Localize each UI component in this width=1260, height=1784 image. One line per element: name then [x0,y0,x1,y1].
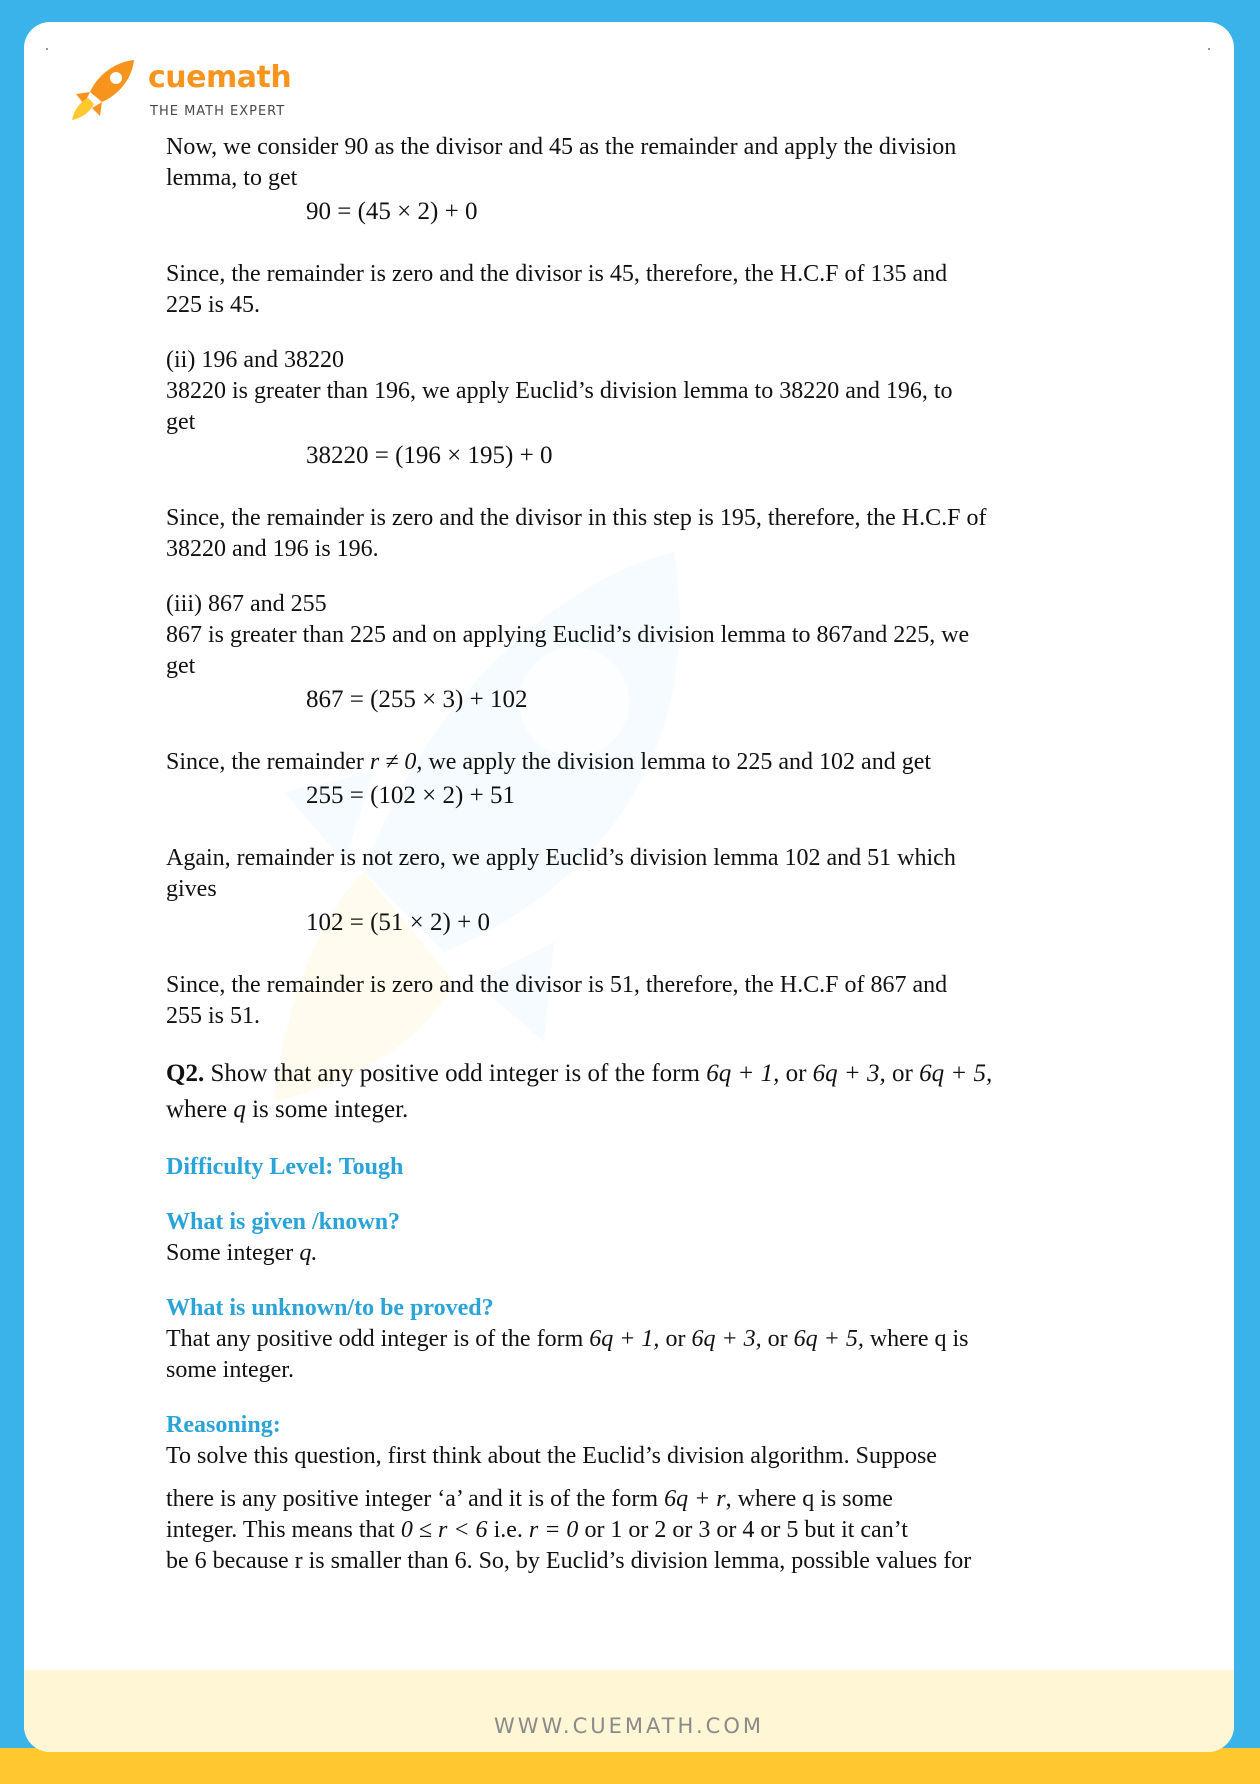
paragraph: get [166,653,196,679]
paragraph: Since, the remainder is zero and the divisor is 51, therefore, the H.C.F of 867 and [166,972,948,998]
paragraph: To solve this question, first think about the Euclid’s division algorithm. Suppose [166,1443,937,1469]
paragraph: Since, the remainder r ≠ 0, we apply the division lemma to 225 and 102 and get [166,749,932,775]
top-border-band [0,0,1260,24]
paragraph: Now, we consider 90 as the divisor and 45 as the remainder and apply the division [166,134,957,160]
paragraph: 867 is greater than 225 and on applying Euclid’s division lemma to 867and 225, we [166,622,970,648]
equation: 102 = (51 × 2) + 0 [306,909,490,936]
paragraph: 38220 is greater than 196, we apply Euclid’s division lemma to 38220 and 196, to [166,378,953,404]
reasoning-heading: Reasoning: [166,1412,281,1438]
paragraph: there is any positive integer ‘a’ and it is of the form 6q + r, where q is some [166,1486,893,1512]
paragraph: That any positive odd integer is of the form 6q + 1, or 6q + 3, or 6q + 5, where q is [166,1326,969,1352]
difficulty-level: Difficulty Level: Tough [166,1154,404,1180]
equation: 255 = (102 × 2) + 51 [306,782,515,809]
paragraph: be 6 because r is smaller than 6. So, by Euclid’s division lemma, possible values for [166,1548,972,1574]
question-2: Q2. Show that any positive odd integer is of the form 6q + 1, or 6q + 3, or 6q + 5, [166,1060,993,1087]
footer-url[interactable]: WWW.CUEMATH.COM [494,1714,764,1738]
document-page [24,22,1234,1752]
paragraph: gives [166,876,217,902]
part-title: (iii) 867 and 255 [166,591,327,617]
paragraph: some integer. [166,1357,294,1383]
solution-content [166,132,1126,1577]
paragraph: integer. This means that 0 ≤ r < 6 i.e. r = 0 or 1 or 2 or 3 or 4 or 5 but it can’t [166,1517,908,1543]
corner-mark [46,48,48,50]
unknown-heading: What is unknown/to be proved? [166,1295,494,1321]
question-2-cont: where q is some integer. [166,1096,409,1123]
equation: 867 = (255 × 3) + 102 [306,686,528,713]
paragraph: 225 is 45. [166,292,261,318]
paragraph: Again, remainder is not zero, we apply Euclid’s division lemma 102 and 51 which [166,845,956,871]
paragraph: Since, the remainder is zero and the divisor in this step is 195, therefore, the H.C.F of [166,505,987,531]
inline-math: r ≠ 0, [369,749,423,775]
paragraph: Since, the remainder is zero and the divisor is 45, therefore, the H.C.F of 135 and [166,261,948,287]
part-title: (ii) 196 and 38220 [166,347,344,373]
rocket-logo-icon [68,58,140,122]
brand-tagline: THE MATH EXPERT [150,104,286,119]
footer-strip [24,1670,1234,1752]
paragraph: 255 is 51. [166,1003,261,1029]
given-heading: What is given /known? [166,1209,401,1235]
paragraph: 38220 and 196 is 196. [166,536,379,562]
question-label: Q2. [166,1060,205,1087]
bottom-border-band [0,1748,1260,1784]
equation: 38220 = (196 × 195) + 0 [306,442,553,469]
paragraph: lemma, to get [166,165,298,191]
paragraph: Some integer q. [166,1240,318,1266]
paragraph: get [166,409,196,435]
equation: 90 = (45 × 2) + 0 [306,198,478,225]
corner-mark [1208,48,1210,50]
brand-name: cuemath [148,60,292,95]
